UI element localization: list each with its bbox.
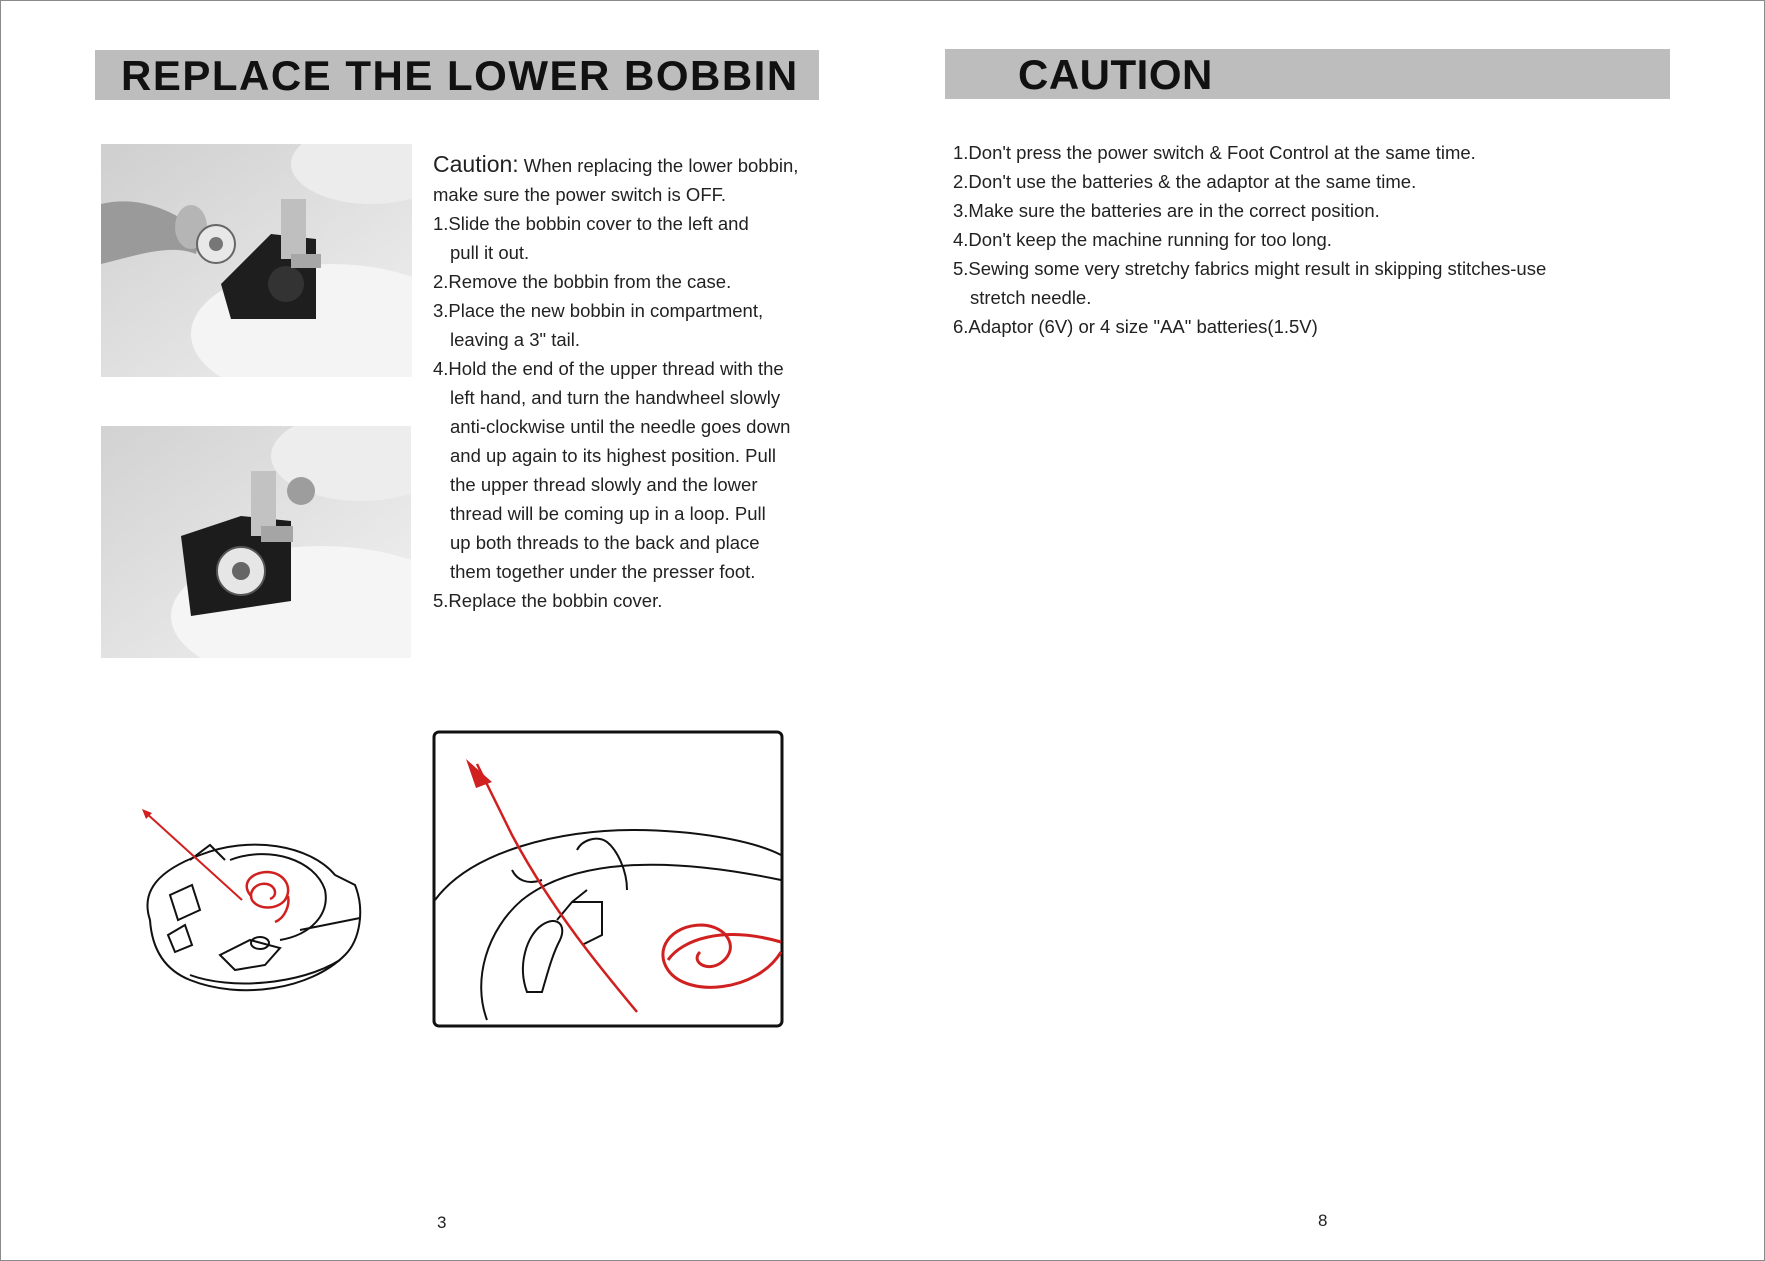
caution-list xyxy=(953,138,1673,341)
step-line: and up again to its highest position. Pull xyxy=(450,445,777,466)
caution-item: stretch needle. xyxy=(970,287,1092,308)
caution-text-2: make sure the power switch is OFF. xyxy=(433,184,727,205)
step-line: 4.Hold the end of the upper thread with the xyxy=(433,358,784,379)
bobbin-instructions xyxy=(433,150,853,615)
right-page-title-banner xyxy=(945,49,1670,99)
step-line: the upper thread slowly and the lower xyxy=(450,474,758,495)
step-line: thread will be coming up in a loop. Pull xyxy=(450,503,766,524)
bobbin-removal-photo xyxy=(101,144,412,377)
step-line: leaving a 3" tail. xyxy=(450,329,580,350)
step-line: them together under the presser foot. xyxy=(450,561,756,582)
bobbin-in-case-photo xyxy=(101,426,411,658)
caution-item: 3.Make sure the batteries are in the correct position. xyxy=(953,200,1380,221)
right-page-title: CAUTION xyxy=(1018,51,1213,98)
bobbin-case-diagram xyxy=(130,800,380,1010)
caution-item: 1.Don't press the power switch & Foot Control at the same time. xyxy=(953,142,1476,163)
caution-item: 6.Adaptor (6V) or 4 size "AA" batteries(1.5V) xyxy=(953,316,1318,337)
caution-item: 4.Don't keep the machine running for too long. xyxy=(953,229,1332,250)
page-number-left: 3 xyxy=(437,1213,447,1232)
thread-loop-diagram xyxy=(432,730,784,1030)
step-line: anti-clockwise until the needle goes down xyxy=(450,416,791,437)
caution-item: 2.Don't use the batteries & the adaptor at the same time. xyxy=(953,171,1417,192)
step-line: 3.Place the new bobbin in compartment, xyxy=(433,300,764,321)
step-line: left hand, and turn the handwheel slowly xyxy=(450,387,781,408)
step-line: 1.Slide the bobbin cover to the left and xyxy=(433,213,749,234)
caution-line xyxy=(433,150,853,180)
caution-text: When replacing the lower bobbin, xyxy=(518,155,799,176)
caution-label: Caution: xyxy=(433,151,519,177)
page-number-right: 8 xyxy=(1318,1211,1328,1230)
left-page-title-banner xyxy=(95,50,819,100)
step-line: 2.Remove the bobbin from the case. xyxy=(433,271,732,292)
step-line: 5.Replace the bobbin cover. xyxy=(433,590,663,611)
left-page-title: REPLACE THE LOWER BOBBIN xyxy=(121,52,799,99)
step-line: pull it out. xyxy=(450,242,530,263)
step-line: up both threads to the back and place xyxy=(450,532,760,553)
caution-item: 5.Sewing some very stretchy fabrics might result in skipping stitches-use xyxy=(953,258,1547,279)
